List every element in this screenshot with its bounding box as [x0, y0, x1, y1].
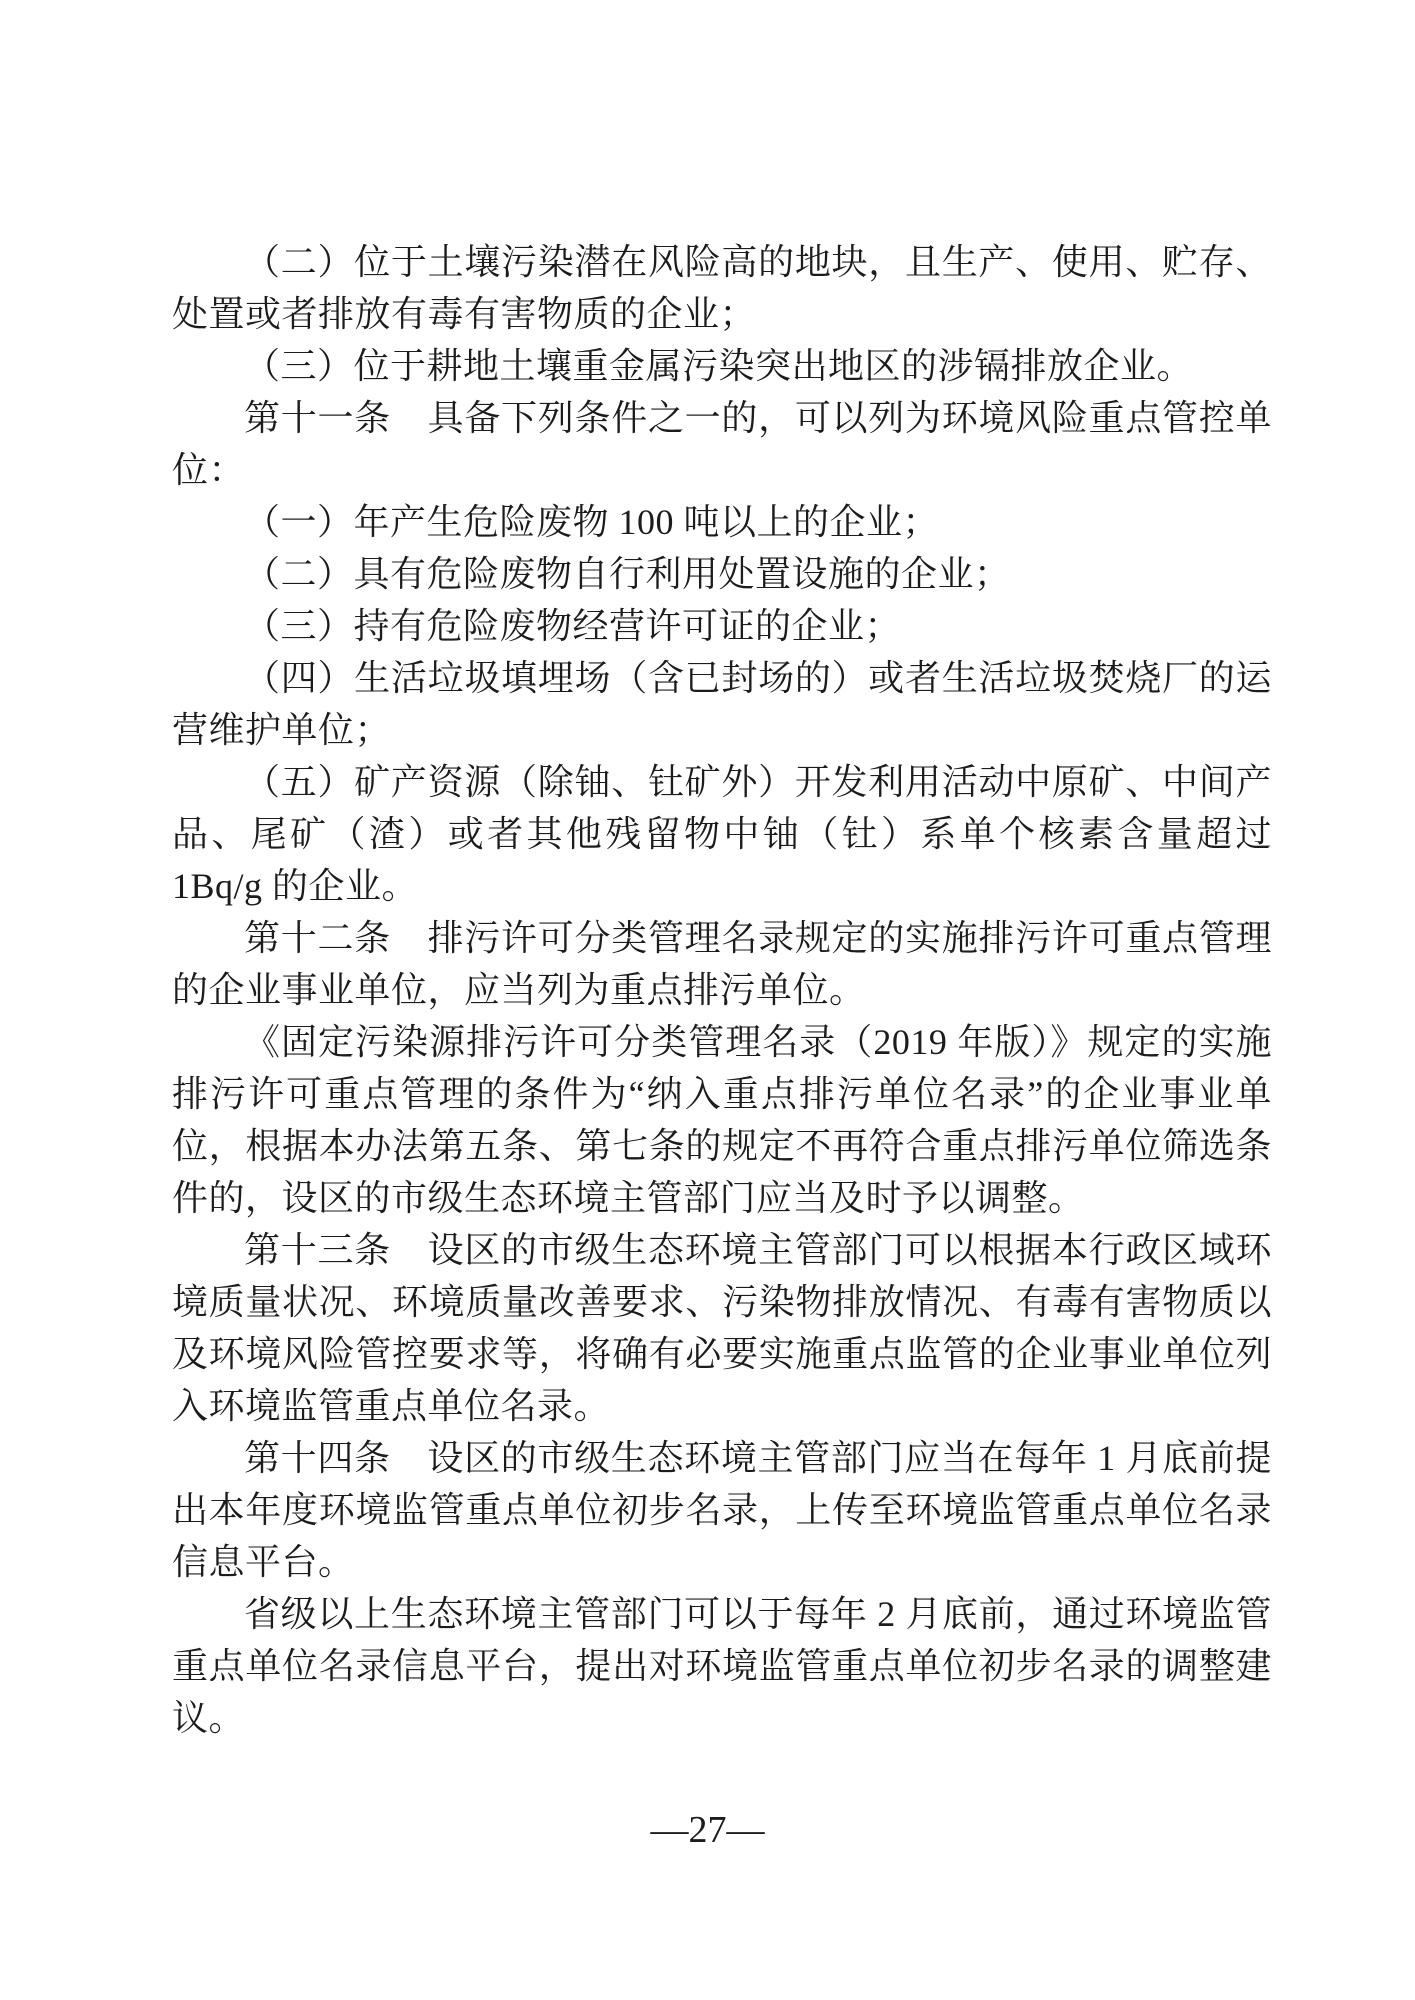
paragraph: 《固定污染源排污许可分类管理名录（2019 年版）》规定的实施排污许可重点管理的条件为“纳入重点排污单位名录”的企业事业单位，根据本办法第五条、第七条的规定不再符合重点排污单位筛选条件的，设区的市级生态环境主管部门应当及时予以调整。: [172, 1022, 1272, 1218]
paragraph: （二）具有危险废物自行利用处置设施的企业；: [244, 554, 1011, 594]
page-number: —27—: [650, 1809, 765, 1851]
paragraph: （五）矿产资源（除铀、钍矿外）开发利用活动中原矿、中间产品、尾矿（渣）或者其他残留物中铀（钍）系单个核素含量超过 1Bq/g 的企业。: [172, 762, 1272, 906]
paragraph: 第十一条 具备下列条件之一的，可以列为环境风险重点管控单位：: [172, 398, 1272, 490]
paragraph: （二）位于土壤污染潜在风险高的地块，且生产、使用、贮存、处置或者排放有毒有害物质的企业；: [172, 242, 1272, 334]
paragraph: 第十三条 设区的市级生态环境主管部门可以根据本行政区域环境质量状况、环境质量改善要求、污染物排放情况、有毒有害物质以及环境风险管控要求等，将确有必要实施重点监管的企业事业单位列入环境监管重点单位名录。: [172, 1230, 1272, 1426]
paragraph: （四）生活垃圾填埋场（含已封场的）或者生活垃圾焚烧厂的运营维护单位；: [172, 658, 1272, 750]
paragraph: 省级以上生态环境主管部门可以于每年 2 月底前，通过环境监管重点单位名录信息平台，提出对环境监管重点单位初步名录的调整建议。: [172, 1594, 1272, 1738]
document-body: [172, 236, 1272, 1744]
paragraph: （三）位于耕地土壤重金属污染突出地区的涉镉排放企业。: [244, 346, 1194, 386]
paragraph: （三）持有危险废物经营许可证的企业；: [244, 606, 902, 646]
paragraph: 第十二条 排污许可分类管理名录规定的实施排污许可重点管理的企业事业单位，应当列为重点排污单位。: [172, 918, 1272, 1010]
paragraph: （一）年产生危险废物 100 吨以上的企业；: [244, 502, 940, 542]
paragraph: 第十四条 设区的市级生态环境主管部门应当在每年 1 月底前提出本年度环境监管重点单位初步名录，上传至环境监管重点单位名录信息平台。: [172, 1438, 1272, 1582]
